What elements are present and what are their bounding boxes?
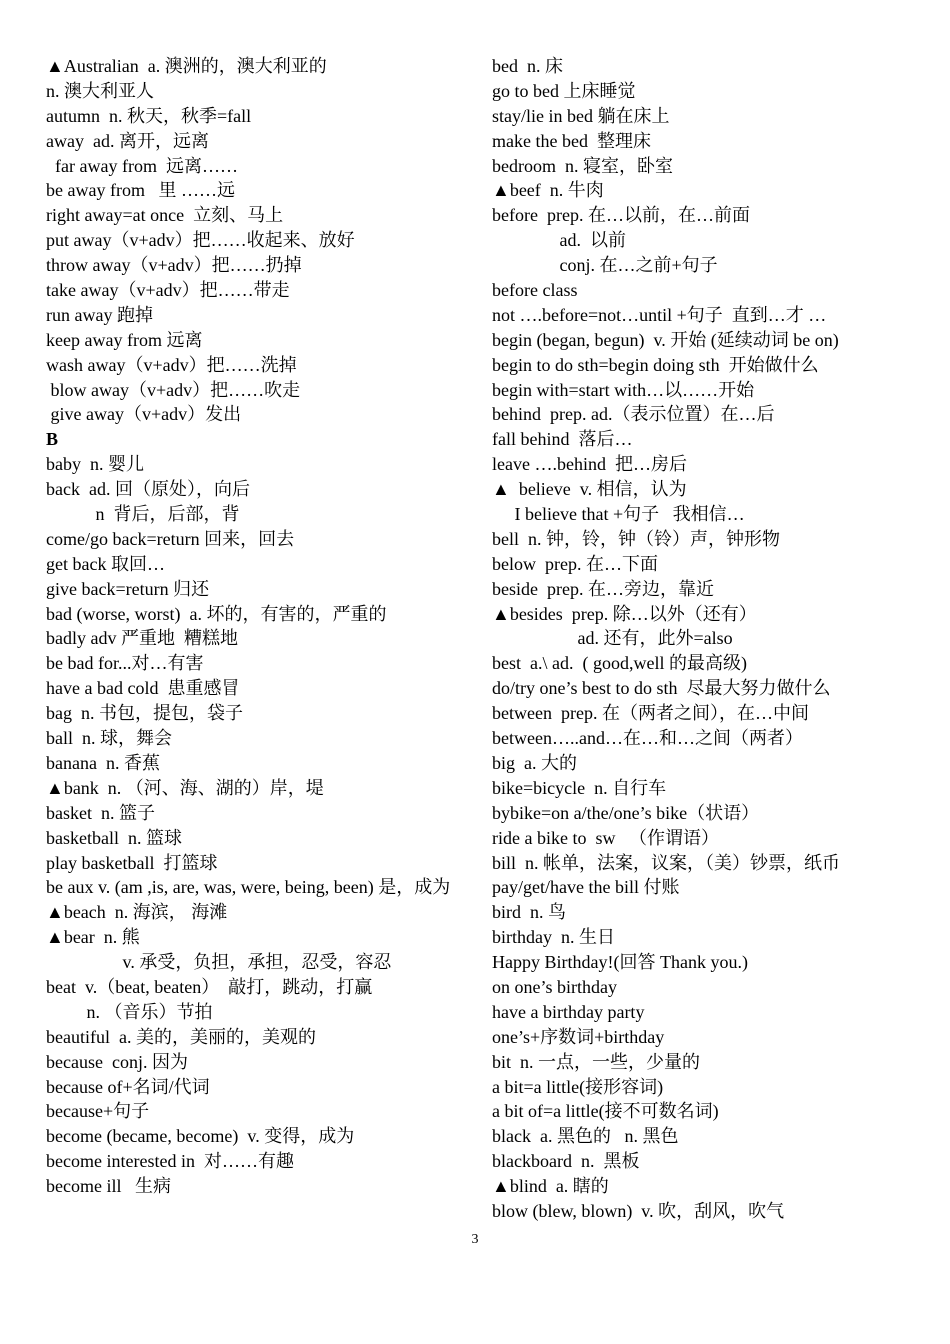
vocab-entry: stay/lie in bed 躺在床上 [492,105,670,126]
vocab-entry: best a.\ ad. ( good,well 的最高级) [492,653,747,674]
vocab-entry: birthday n. 生日 [492,927,615,948]
vocab-entry: bed n. 床 [492,56,563,76]
vocab-entry: a bit of=a little(接不可数名词) [492,1101,719,1122]
vocab-entry: banana n. 香蕉 [46,752,160,773]
vocab-entry: bill n. 帐单，法案，议案，（美）钞票，纸币 [492,852,841,873]
vocab-entry: ▲bear n. 熊 [46,927,140,948]
vocab-entry: n. 澳大利亚人 [46,80,154,101]
vocab-entry: right away=at once 立刻、马上 [46,205,284,226]
vocab-entry: beautiful a. 美的，美丽的，美观的 [46,1026,316,1047]
vocab-entry: become ill 生病 [46,1176,171,1197]
vocab-entry: back ad. 回（原处），向后 [46,479,250,500]
vocab-entry: I believe that +句子 我相信… [492,504,745,525]
left-column [46,54,466,1199]
vocab-entry: bybike=on a/the/one’s bike（状语） [492,802,760,823]
vocab-entry: ▲besides prep. 除…以外（还有） [492,603,757,624]
page-number: 3 [471,1232,479,1247]
vocab-entry: on one’s birthday [492,976,617,997]
vocab-entry: keep away from 远离 [46,329,203,350]
vocab-entry: between prep. 在（两者之间），在…中间 [492,703,809,724]
vocab-entry: badly adv 严重地 糟糕地 [46,628,238,649]
vocab-entry: blow (blew, blown) v. 吹，刮风，吹气 [492,1200,785,1221]
vocab-entry: baby n. 婴儿 [46,454,144,475]
vocab-entry: between…..and…在…和…之间（两者） [492,728,803,749]
vocab-entry: far away from 远离…… [46,155,238,176]
vocab-entry: Happy Birthday!(回答 Thank you.) [492,952,748,973]
vocab-entry: take away（v+adv）把……带走 [46,280,290,301]
vocab-entry: n 背后，后部，背 [46,504,240,525]
vocab-entry: ad. 以前 [492,230,626,251]
vocab-entry: be bad for...对…有害 [46,653,204,674]
vocab-entry: leave ….behind 把…房后 [492,454,687,475]
vocab-entry: give away（v+adv）发出 [46,404,242,425]
vocab-entry: a bit=a little(接形容词) [492,1076,664,1097]
vocab-entry: ▲ believe v. 相信，认为 [492,479,687,500]
vocab-entry: make the bed 整理床 [492,130,651,151]
vocab-entry: have a bad cold 患重感冒 [46,678,240,699]
vocab-entry: fall behind 落后… [492,429,633,450]
vocab-entry: bit n. 一点，一些，少量的 [492,1051,701,1072]
vocab-entry: throw away（v+adv）把……扔掉 [46,255,302,276]
vocab-entry: pay/get/have the bill 付账 [492,877,680,898]
vocab-entry: conj. 在…之前+句子 [492,255,718,276]
vocab-entry: not ….before=not…until +句子 直到…才 … [492,304,827,325]
vocab-entry: away ad. 离开，远离 [46,130,209,151]
vocab-entry: blackboard n. 黑板 [492,1151,640,1172]
vocab-entry: beat v.（beat, beaten） 敲打，跳动，打赢 [46,976,373,997]
vocab-entry: become (became, become) v. 变得，成为 [46,1126,355,1147]
vocab-entry: basketball n. 篮球 [46,827,182,848]
vocab-entry: begin (began, begun) v. 开始 (延续动词 be on) [492,329,839,350]
vocab-entry: before prep. 在…以前，在…前面 [492,205,750,226]
vocab-entry: autumn n. 秋天，秋季=fall [46,105,252,126]
vocab-entry: basket n. 篮子 [46,802,155,823]
vocab-entry: wash away（v+adv）把……洗掉 [46,354,297,375]
vocab-entry: give back=return 归还 [46,578,210,599]
vocab-entry: be aux v. (am ,is, are, was, were, being, been) 是，成为 [46,877,451,898]
vocab-entry: ▲bank n. （河、海、湖的）岸，堤 [46,777,324,798]
vocab-entry: put away（v+adv）把……收起来、放好 [46,230,355,251]
vocab-entry: do/try one’s best to do sth 尽最大努力做什么 [492,678,831,699]
vocab-entry: because+句子 [46,1101,150,1122]
vocab-entry: go to bed 上床睡觉 [492,80,636,101]
vocab-entry: big a. 大的 [492,752,577,773]
vocab-entry: n. （音乐）节拍 [46,1001,213,1022]
vocab-entry: below prep. 在…下面 [492,553,658,574]
vocab-entry: ▲Australian a. 澳洲的，澳大利亚的 [46,56,327,76]
vocab-entry: bag n. 书包，提包，袋子 [46,703,243,724]
vocab-entry: ▲blind a. 瞎的 [492,1176,609,1197]
vocab-entry: one’s+序数词+birthday [492,1026,665,1047]
vocab-entry: bird n. 鸟 [492,902,566,923]
vocab-entry: ball n. 球，舞会 [46,728,172,749]
vocab-entry: ▲beef n. 牛肉 [492,180,604,201]
vocab-entry: begin with=start with…以……开始 [492,379,755,400]
vocab-entry: ad. 还有，此外=also [492,628,733,649]
vocab-entry: behind prep. ad.（表示位置）在…后 [492,404,775,425]
vocab-entry: because conj. 因为 [46,1051,188,1072]
vocab-entry: blow away（v+adv）把……吹走 [46,379,301,400]
vocab-entry: v. 承受，负担，承担，忍受，容忍 [46,952,392,973]
vocab-entry: beside prep. 在…旁边，靠近 [492,578,714,599]
vocab-entry: because of+名词/代词 [46,1076,210,1097]
vocab-entry: ride a bike to sw （作谓语） [492,827,719,848]
vocab-entry: before class [492,280,578,301]
vocab-entry: be away from 里 ……远 [46,180,235,201]
vocab-entry: play basketball 打篮球 [46,852,218,873]
vocab-entry: black a. 黑色的 n. 黑色 [492,1126,679,1147]
vocab-entry: begin to do sth=begin doing sth 开始做什么 [492,354,819,375]
vocab-entry: bell n. 钟，铃，钟（铃）声，钟形物 [492,528,780,549]
vocab-entry: get back 取回… [46,553,165,574]
vocab-entry: ▲beach n. 海滨， 海滩 [46,902,228,923]
vocab-entry: bad (worse, worst) a. 坏的，有害的，严重的 [46,603,387,624]
section-heading: B [46,429,59,450]
vocab-entry: have a birthday party [492,1001,645,1022]
vocab-entry: come/go back=return 回来，回去 [46,528,295,549]
vocab-entry: run away 跑掉 [46,304,153,325]
vocab-entry: bike=bicycle n. 自行车 [492,777,667,798]
vocab-entry: bedroom n. 寝室，卧室 [492,155,673,176]
right-column [492,54,932,1224]
vocab-entry: become interested in 对……有趣 [46,1151,294,1172]
